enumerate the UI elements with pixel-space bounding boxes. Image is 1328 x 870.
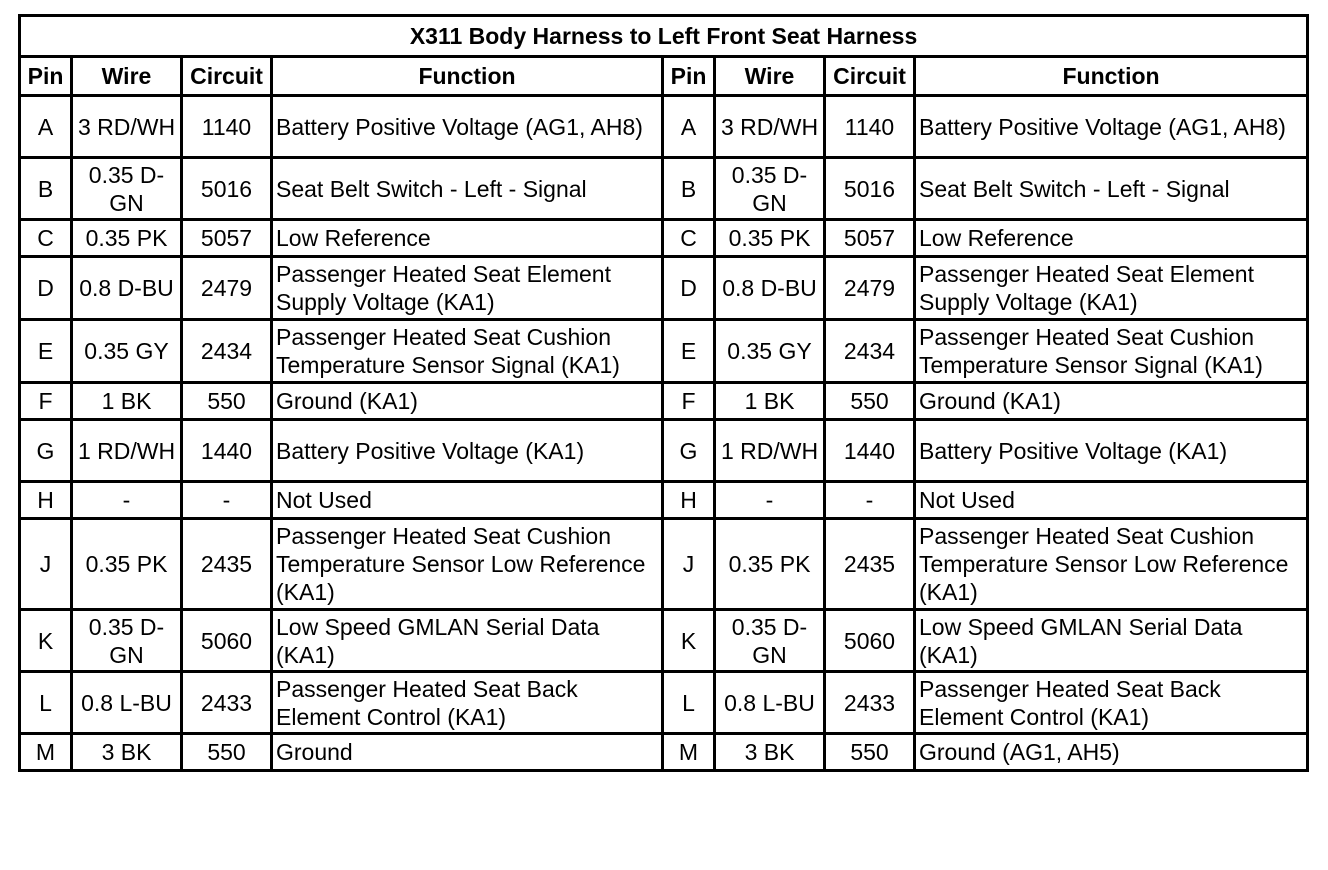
header-pin: Pin <box>20 57 72 96</box>
pin-cell: D <box>663 257 715 320</box>
circuit-cell: 550 <box>825 734 915 771</box>
wire-cell: 0.35 D-GN <box>72 610 182 672</box>
wire-cell: 0.35 GY <box>715 320 825 383</box>
table-row <box>20 320 1308 383</box>
circuit-cell: 2434 <box>182 320 272 383</box>
wire-cell: 1 RD/WH <box>72 420 182 482</box>
function-cell: Ground (AG1, AH5) <box>915 734 1308 771</box>
circuit-cell: 2433 <box>182 672 272 734</box>
wire-cell: 0.35 D-GN <box>715 610 825 672</box>
wire-cell: 3 RD/WH <box>715 96 825 158</box>
function-cell: Battery Positive Voltage (KA1) <box>915 420 1308 482</box>
wire-cell: 3 RD/WH <box>72 96 182 158</box>
table-row <box>20 610 1308 672</box>
pin-cell: A <box>20 96 72 158</box>
header-circuit: Circuit <box>182 57 272 96</box>
table-row <box>20 257 1308 320</box>
wire-cell: 0.8 L-BU <box>72 672 182 734</box>
circuit-cell: 2435 <box>825 519 915 610</box>
function-cell: Low Reference <box>915 220 1308 257</box>
function-cell: Ground (KA1) <box>272 383 663 420</box>
pin-cell: G <box>20 420 72 482</box>
function-cell: Battery Positive Voltage (KA1) <box>272 420 663 482</box>
pin-cell: H <box>663 482 715 519</box>
circuit-cell: 550 <box>825 383 915 420</box>
wire-cell: 3 BK <box>72 734 182 771</box>
pin-cell: E <box>663 320 715 383</box>
connector-table <box>18 14 1309 772</box>
function-cell: Not Used <box>915 482 1308 519</box>
pin-cell: E <box>20 320 72 383</box>
circuit-cell: 1440 <box>825 420 915 482</box>
function-cell: Low Reference <box>272 220 663 257</box>
function-cell: Not Used <box>272 482 663 519</box>
pin-cell: M <box>20 734 72 771</box>
pin-cell: L <box>20 672 72 734</box>
table-row <box>20 96 1308 158</box>
circuit-cell: - <box>825 482 915 519</box>
pin-cell: H <box>20 482 72 519</box>
function-cell: Passenger Heated Seat Cushion Temperature Sensor Signal (KA1) <box>272 320 663 383</box>
wire-cell: 0.8 L-BU <box>715 672 825 734</box>
function-cell: Seat Belt Switch - Left - Signal <box>272 158 663 220</box>
wire-cell: 0.35 PK <box>72 220 182 257</box>
wire-cell: - <box>72 482 182 519</box>
circuit-cell: 2479 <box>182 257 272 320</box>
function-cell: Ground (KA1) <box>915 383 1308 420</box>
pin-cell: B <box>20 158 72 220</box>
wire-cell: 0.35 GY <box>72 320 182 383</box>
table-row <box>20 420 1308 482</box>
function-cell: Battery Positive Voltage (AG1, AH8) <box>915 96 1308 158</box>
function-cell: Passenger Heated Seat Element Supply Voltage (KA1) <box>272 257 663 320</box>
circuit-cell: 2479 <box>825 257 915 320</box>
pin-cell: M <box>663 734 715 771</box>
header-circuit: Circuit <box>825 57 915 96</box>
wire-cell: 0.35 PK <box>72 519 182 610</box>
circuit-cell: - <box>182 482 272 519</box>
table-row <box>20 519 1308 610</box>
pin-cell: C <box>663 220 715 257</box>
function-cell: Passenger Heated Seat Back Element Control (KA1) <box>915 672 1308 734</box>
circuit-cell: 5060 <box>825 610 915 672</box>
pin-cell: G <box>663 420 715 482</box>
pin-cell: J <box>663 519 715 610</box>
header-function: Function <box>272 57 663 96</box>
table-title: X311 Body Harness to Left Front Seat Harness <box>20 16 1308 57</box>
wire-cell: 0.35 PK <box>715 220 825 257</box>
circuit-cell: 2435 <box>182 519 272 610</box>
wire-cell: 1 RD/WH <box>715 420 825 482</box>
table-row <box>20 482 1308 519</box>
table-row <box>20 672 1308 734</box>
function-cell: Passenger Heated Seat Cushion Temperature Sensor Signal (KA1) <box>915 320 1308 383</box>
circuit-cell: 1440 <box>182 420 272 482</box>
pin-cell: C <box>20 220 72 257</box>
circuit-cell: 1140 <box>825 96 915 158</box>
circuit-cell: 2434 <box>825 320 915 383</box>
wire-cell: 0.8 D-BU <box>715 257 825 320</box>
function-cell: Low Speed GMLAN Serial Data (KA1) <box>272 610 663 672</box>
pin-cell: F <box>663 383 715 420</box>
function-cell: Passenger Heated Seat Cushion Temperature Sensor Low Reference (KA1) <box>272 519 663 610</box>
table-row <box>20 734 1308 771</box>
table-row <box>20 158 1308 220</box>
wire-cell: 1 BK <box>72 383 182 420</box>
pin-cell: L <box>663 672 715 734</box>
function-cell: Ground <box>272 734 663 771</box>
pin-cell: B <box>663 158 715 220</box>
circuit-cell: 2433 <box>825 672 915 734</box>
circuit-cell: 5060 <box>182 610 272 672</box>
pin-cell: F <box>20 383 72 420</box>
wire-cell: 0.35 PK <box>715 519 825 610</box>
circuit-cell: 1140 <box>182 96 272 158</box>
function-cell: Passenger Heated Seat Cushion Temperature Sensor Low Reference (KA1) <box>915 519 1308 610</box>
pin-cell: K <box>20 610 72 672</box>
circuit-cell: 5057 <box>825 220 915 257</box>
circuit-cell: 5016 <box>825 158 915 220</box>
wire-cell: 0.35 D-GN <box>715 158 825 220</box>
wire-cell: - <box>715 482 825 519</box>
table-row <box>20 383 1308 420</box>
header-function: Function <box>915 57 1308 96</box>
header-pin: Pin <box>663 57 715 96</box>
function-cell: Low Speed GMLAN Serial Data (KA1) <box>915 610 1308 672</box>
pin-cell: J <box>20 519 72 610</box>
circuit-cell: 5016 <box>182 158 272 220</box>
wire-cell: 1 BK <box>715 383 825 420</box>
pin-cell: A <box>663 96 715 158</box>
wire-cell: 0.35 D-GN <box>72 158 182 220</box>
function-cell: Battery Positive Voltage (AG1, AH8) <box>272 96 663 158</box>
pin-cell: K <box>663 610 715 672</box>
header-wire: Wire <box>715 57 825 96</box>
circuit-cell: 550 <box>182 383 272 420</box>
wire-cell: 3 BK <box>715 734 825 771</box>
circuit-cell: 5057 <box>182 220 272 257</box>
header-row <box>20 57 1308 96</box>
wire-cell: 0.8 D-BU <box>72 257 182 320</box>
table-row <box>20 220 1308 257</box>
function-cell: Passenger Heated Seat Back Element Control (KA1) <box>272 672 663 734</box>
header-wire: Wire <box>72 57 182 96</box>
pin-cell: D <box>20 257 72 320</box>
function-cell: Passenger Heated Seat Element Supply Voltage (KA1) <box>915 257 1308 320</box>
function-cell: Seat Belt Switch - Left - Signal <box>915 158 1308 220</box>
circuit-cell: 550 <box>182 734 272 771</box>
